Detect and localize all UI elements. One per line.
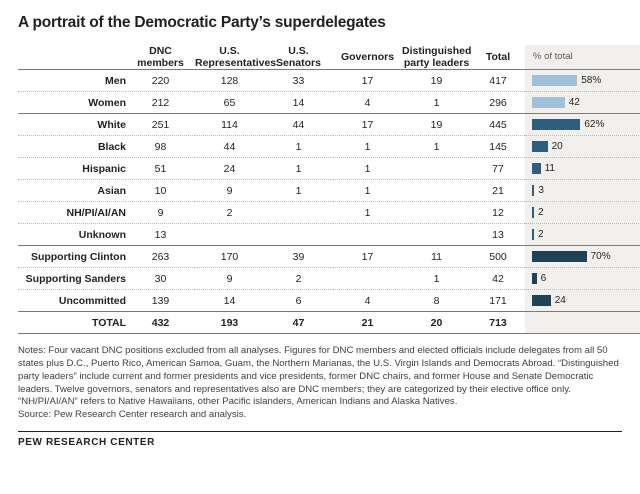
percent-bar [532,251,587,262]
cell-dnc-members: 263 [126,246,195,268]
percent-bar-wrapper [525,180,640,201]
col-header-percent-of-total [525,45,640,70]
brand-label: PEW RESEARCH CENTER [18,436,155,448]
cell-governors [333,268,402,290]
superdelegates-table [18,45,640,335]
col-header-dnc [126,45,195,70]
percent-bar-label: 3 [538,185,544,197]
cell-party-leaders: 1 [402,268,471,290]
cell-party-leaders: 19 [402,70,471,92]
cell-us-senators: 33 [264,70,333,92]
row-label: Uncommitted [18,290,126,312]
table-row [18,158,640,180]
cell-total: 713 [471,312,525,334]
percent-bar [532,119,580,130]
row-label: Supporting Sanders [18,268,126,290]
col-header-reps-line2: Representatives [195,56,277,69]
row-label: Black [18,136,126,158]
col-header-sens-line1: U.S. [288,44,309,57]
cell-total: 417 [471,70,525,92]
col-header-representatives [195,44,277,70]
percent-bar [532,97,565,108]
table-row [18,136,640,158]
cell-total: 12 [471,202,525,224]
cell-party-leaders: 11 [402,246,471,268]
cell-governors: 4 [333,92,402,114]
cell-us-representatives: 44 [195,136,264,158]
percent-bar-wrapper [525,202,640,223]
percent-bar-wrapper [525,92,640,113]
row-label: Supporting Clinton [18,246,126,268]
cell-total: 171 [471,290,525,312]
table-row [18,114,640,136]
percent-bar-wrapper [525,290,640,311]
cell-us-senators: 44 [264,114,333,136]
cell-us-senators: 14 [264,92,333,114]
percent-bar-wrapper [525,158,640,179]
percent-bar-label: 6 [540,273,547,285]
row-label: Hispanic [18,158,126,180]
cell-us-representatives: 128 [195,70,264,92]
cell-party-leaders: 20 [402,312,471,334]
cell-percent-of-total [525,202,640,224]
col-header-governors [333,45,402,70]
percent-bar [532,163,541,174]
percent-bar-label: 11 [544,163,555,175]
cell-us-senators [264,202,333,224]
cell-governors: 4 [333,290,402,312]
percent-bar-label: 24 [554,295,566,307]
table-row [18,290,640,312]
col-header-reps-line1: U.S. [219,44,240,57]
percent-bar-label: 62% [584,119,605,131]
percent-bar-label: 20 [551,141,563,153]
cell-us-senators: 47 [264,312,333,334]
footer-divider [18,431,622,432]
table-row [18,268,640,290]
percent-bar-label: 58% [581,75,602,87]
cell-dnc-members: 51 [126,158,195,180]
cell-us-representatives: 193 [195,312,264,334]
percent-bar [532,273,537,284]
table-row-total [18,312,640,334]
cell-party-leaders [402,158,471,180]
col-header-blank [18,45,126,70]
cell-percent-of-total [525,114,640,136]
cell-party-leaders [402,202,471,224]
col-header-dnc-line1: DNC [149,44,172,57]
percent-bar-wrapper [525,136,640,157]
cell-governors [333,224,402,246]
cell-party-leaders: 1 [402,92,471,114]
percent-bar-wrapper [525,70,640,91]
cell-governors: 17 [333,114,402,136]
percent-bar-label: 2 [538,229,544,241]
cell-dnc-members: 432 [126,312,195,334]
cell-percent-of-total [525,70,640,92]
cell-dnc-members: 139 [126,290,195,312]
percent-bar-wrapper [525,114,640,135]
percent-bar [532,229,534,240]
row-label: Asian [18,180,126,202]
cell-dnc-members: 30 [126,268,195,290]
cell-governors: 1 [333,136,402,158]
cell-party-leaders: 19 [402,114,471,136]
cell-total: 296 [471,92,525,114]
cell-us-representatives: 114 [195,114,264,136]
col-header-total-line1: Total [485,50,511,63]
cell-dnc-members: 98 [126,136,195,158]
cell-us-senators: 1 [264,136,333,158]
cell-party-leaders [402,224,471,246]
cell-us-representatives: 170 [195,246,264,268]
cell-us-senators: 2 [264,268,333,290]
col-header-total [471,45,525,70]
cell-total: 145 [471,136,525,158]
cell-percent-of-total [525,246,640,268]
cell-dnc-members: 212 [126,92,195,114]
row-label: Unknown [18,224,126,246]
cell-party-leaders: 1 [402,136,471,158]
table-row [18,202,640,224]
cell-governors: 21 [333,312,402,334]
percent-bar-label: 70% [590,251,611,263]
percent-bar [532,75,577,86]
cell-us-senators: 1 [264,158,333,180]
table-header [18,45,640,70]
percent-bar [532,141,548,152]
table-row [18,92,640,114]
cell-governors: 17 [333,70,402,92]
table-row [18,180,640,202]
table-row [18,70,640,92]
cell-dnc-members: 220 [126,70,195,92]
row-label: White [18,114,126,136]
cell-us-representatives: 65 [195,92,264,114]
cell-party-leaders [402,180,471,202]
percent-bar-wrapper [525,246,640,267]
cell-percent-of-total [525,224,640,246]
cell-total: 13 [471,224,525,246]
cell-governors: 1 [333,202,402,224]
table-row [18,224,640,246]
cell-total: 77 [471,158,525,180]
col-header-sens-line2: Senators [276,56,321,69]
col-header-dnc-line2: members [137,56,184,69]
row-label: NH/PI/AI/AN [18,202,126,224]
row-label: Women [18,92,126,114]
cell-total: 42 [471,268,525,290]
cell-percent-of-total [525,180,640,202]
row-label: Men [18,70,126,92]
cell-us-representatives: 14 [195,290,264,312]
cell-total: 21 [471,180,525,202]
percent-bar [532,295,551,306]
cell-us-senators: 1 [264,180,333,202]
cell-governors: 1 [333,158,402,180]
cell-percent-of-total [525,136,640,158]
row-label: TOTAL [18,312,126,334]
percent-bar [532,185,534,196]
cell-percent-of-total [525,158,640,180]
cell-us-senators [264,224,333,246]
cell-governors: 1 [333,180,402,202]
cell-governors: 17 [333,246,402,268]
percent-bar [532,207,534,218]
cell-percent-of-total [525,268,640,290]
percent-bar-wrapper [525,268,640,289]
cell-us-representatives: 9 [195,180,264,202]
cell-us-representatives: 2 [195,202,264,224]
notes-block [18,345,622,422]
cell-us-senators: 6 [264,290,333,312]
cell-us-senators: 39 [264,246,333,268]
cell-percent-of-total [525,312,640,334]
cell-us-representatives: 9 [195,268,264,290]
page-title: A portrait of the Democratic Party’s superdelegates [18,14,386,31]
cell-dnc-members: 9 [126,202,195,224]
cell-total: 500 [471,246,525,268]
percent-bar-label: 2 [538,207,544,219]
notes-text: Notes: Four vacant DNC positions excluded from all analyses. Figures for DNC members and elected officials include delegates from all 50 states plus D.C., Puerto Rico, American Samoa, Guam, the Northern Marianas, the U.S. Virgin Islands and Democrats Abroad. “Distinguished party leaders” include current and former presidents and vice presidents, former DNC chairs, and former House and Senate Democratic leaders. Twelve governors, senators and representatives also are DNC members; they are categorized by their elective office only. “NH/PI/AI/AN” refers to Native Hawaiians, other Pacific islanders, American Indians and Alaska Natives. [18,345,619,408]
table-body [18,70,640,334]
col-header-govs-line1: Governors [340,50,395,63]
col-header-leaders-line1: Distinguished [402,44,472,57]
percent-bar-label: 42 [568,97,580,109]
cell-us-representatives [195,224,264,246]
cell-dnc-members: 13 [126,224,195,246]
table-row [18,246,640,268]
cell-us-representatives: 24 [195,158,264,180]
cell-percent-of-total [525,92,640,114]
source-text: Source: Pew Research Center research and analysis. [18,409,247,421]
col-header-party-leaders [402,45,471,70]
percent-bar-wrapper [525,224,640,245]
col-header-leaders-line2: party leaders [403,56,470,69]
col-header-pct-line1: % of total [533,51,573,63]
cell-dnc-members: 10 [126,180,195,202]
cell-party-leaders: 8 [402,290,471,312]
cell-dnc-members: 251 [126,114,195,136]
cell-percent-of-total [525,290,640,312]
cell-total: 445 [471,114,525,136]
